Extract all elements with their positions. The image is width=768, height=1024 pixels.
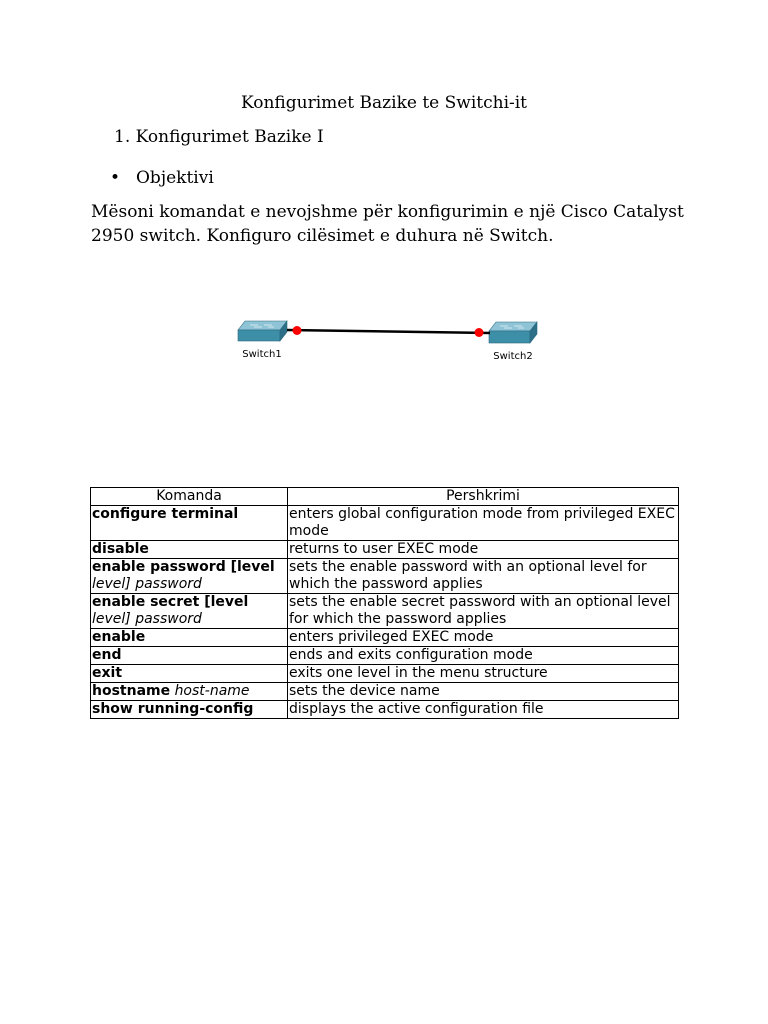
command-args: level] password — [92, 576, 202, 592]
command-args: level] password — [92, 611, 202, 627]
table-row — [91, 665, 679, 683]
section-label: Konfigurimet Bazike I — [135, 127, 324, 147]
table-header-row — [91, 488, 679, 506]
command-cell — [91, 559, 288, 594]
section-number: 1. — [114, 127, 131, 147]
table-row — [91, 647, 679, 665]
command-args: host-name — [174, 683, 250, 699]
header-komanda: Komanda — [91, 488, 288, 506]
command-name: exit — [92, 665, 123, 681]
network-link — [287, 330, 490, 333]
description-cell: sets the enable password with an optional level for which the password applies — [288, 559, 679, 594]
description-cell: displays the active configuration file — [288, 701, 679, 719]
document-title: Konfigurimet Bazike te Switchi-it — [240, 93, 528, 113]
description-cell: returns to user EXEC mode — [288, 541, 679, 559]
command-name: enable secret [level — [92, 594, 249, 610]
command-name: enable — [92, 629, 146, 645]
link-endpoint-dot — [475, 328, 484, 337]
description-cell: enters global configuration mode from privileged EXEC mode — [288, 506, 679, 541]
table-row — [91, 594, 679, 629]
link-endpoint-dot — [293, 326, 302, 335]
command-cell — [91, 647, 288, 665]
command-cell — [91, 629, 288, 647]
description-cell: sets the device name — [288, 683, 679, 701]
switch-icon — [238, 321, 287, 341]
device-label-switch1: Switch1 — [242, 349, 282, 360]
command-cell — [91, 594, 288, 629]
table-row — [91, 559, 679, 594]
command-name: disable — [92, 541, 149, 557]
description-cell: sets the enable secret password with an optional level for which the password applies — [288, 594, 679, 629]
objective-bullet — [110, 168, 214, 188]
command-name: hostname — [92, 683, 171, 699]
bullet-label: Objektivi — [136, 168, 214, 188]
device-label-switch2: Switch2 — [493, 351, 533, 362]
command-cell — [91, 541, 288, 559]
command-cell — [91, 701, 288, 719]
command-table — [90, 487, 679, 719]
table-row — [91, 701, 679, 719]
table-row — [91, 683, 679, 701]
table-row — [91, 541, 679, 559]
bullet-symbol: • — [110, 168, 121, 188]
command-name: end — [92, 647, 122, 663]
command-cell — [91, 683, 288, 701]
objective-paragraph: Mësoni komandat e nevojshme për konfigurimin e një Cisco Catalyst 2950 switch. Konfiguro cilësimet e duhura në Switch. — [91, 202, 684, 246]
command-name: show running-config — [92, 701, 254, 717]
description-cell: ends and exits configuration mode — [288, 647, 679, 665]
description-cell: enters privileged EXEC mode — [288, 629, 679, 647]
command-name: enable password [level — [92, 559, 275, 575]
table-row — [91, 629, 679, 647]
switch-icon — [489, 322, 537, 343]
command-cell — [91, 506, 288, 541]
network-diagram — [230, 310, 550, 370]
command-cell — [91, 665, 288, 683]
description-cell: exits one level in the menu structure — [288, 665, 679, 683]
header-pershkrimi: Pershkrimi — [288, 488, 679, 506]
section-heading — [114, 127, 324, 147]
table-row — [91, 506, 679, 541]
command-name: configure terminal — [92, 506, 239, 522]
